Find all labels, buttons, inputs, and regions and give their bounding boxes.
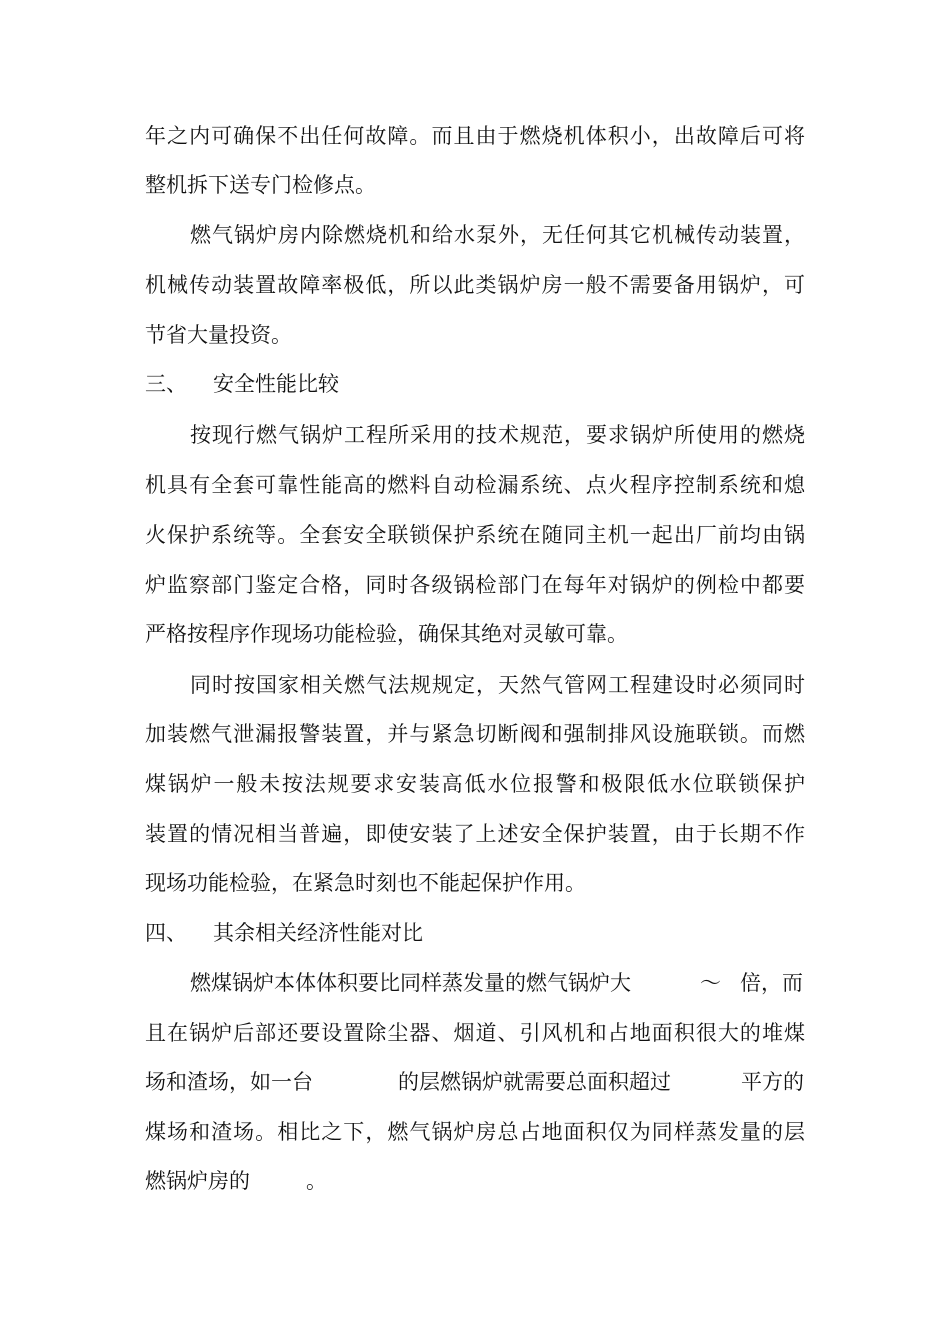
paragraph-line: 整机拆下送专门检修点。 bbox=[145, 173, 376, 197]
section-title: 其余相关经济性能对比 bbox=[213, 921, 423, 945]
section-number: 四、 bbox=[145, 921, 187, 945]
paragraph-segment: 平方的 bbox=[741, 1070, 804, 1094]
paragraph-line: 同时按国家相关燃气法规规定，天然气管网工程建设时必须同时 bbox=[190, 673, 805, 697]
paragraph-line: 按现行燃气锅炉工程所采用的技术规范，要求锅炉所使用的燃烧 bbox=[190, 423, 805, 447]
paragraph-line: 炉监察部门鉴定合格，同时各级锅检部门在每年对锅炉的例检中都要 bbox=[145, 573, 805, 597]
paragraph-segment: 的层燃锅炉就需要总面积超过 bbox=[398, 1070, 671, 1094]
paragraph-segment: 燃煤锅炉本体体积要比同样蒸发量的燃气锅炉大 bbox=[190, 971, 631, 995]
paragraph-line: 机具有全套可靠性能高的燃料自动检漏系统、点火程序控制系统和熄 bbox=[145, 473, 805, 497]
paragraph-segment: 燃锅炉房的 bbox=[145, 1169, 250, 1193]
paragraph-line: 节省大量投资。 bbox=[145, 323, 292, 347]
paragraph-segment: 。 bbox=[306, 1169, 327, 1193]
paragraph-line: 燃气锅炉房内除燃烧机和给水泵外，无任何其它机械传动装置， bbox=[190, 223, 805, 247]
section-number: 三、 bbox=[145, 372, 187, 396]
paragraph-line: 加装燃气泄漏报警装置，并与紧急切断阀和强制排风设施联锁。而燃 bbox=[145, 722, 805, 746]
paragraph-line: 煤锅炉一般未按法规要求安装高低水位报警和极限低水位联锁保护 bbox=[145, 772, 805, 796]
paragraph-line: 年之内可确保不出任何故障。而且由于燃烧机体积小，出故障后可将 bbox=[145, 124, 805, 148]
paragraph-line: 煤场和渣场。相比之下，燃气锅炉房总占地面积仅为同样蒸发量的层 bbox=[145, 1120, 805, 1144]
section-title: 安全性能比较 bbox=[213, 372, 339, 396]
paragraph-segment: 倍，而 bbox=[740, 971, 803, 995]
paragraph-line: 严格按程序作现场功能检验，确保其绝对灵敏可靠。 bbox=[145, 622, 628, 646]
paragraph-line: 现场功能检验，在紧急时刻也不能起保护作用。 bbox=[145, 871, 586, 895]
paragraph-line: 火保护系统等。全套安全联锁保护系统在随同主机一起出厂前均由锅 bbox=[145, 523, 805, 547]
paragraph-line: 且在锅炉后部还要设置除尘器、烟道、引风机和占地面积很大的堆煤 bbox=[145, 1021, 805, 1045]
paragraph-line: 装置的情况相当普遍，即使安装了上述安全保护装置，由于长期不作 bbox=[145, 822, 805, 846]
paragraph-line: 机械传动装置故障率极低，所以此类锅炉房一般不需要备用锅炉，可 bbox=[145, 273, 805, 297]
paragraph-segment: ～ bbox=[700, 971, 721, 995]
paragraph-segment: 场和渣场，如一台 bbox=[145, 1070, 313, 1094]
